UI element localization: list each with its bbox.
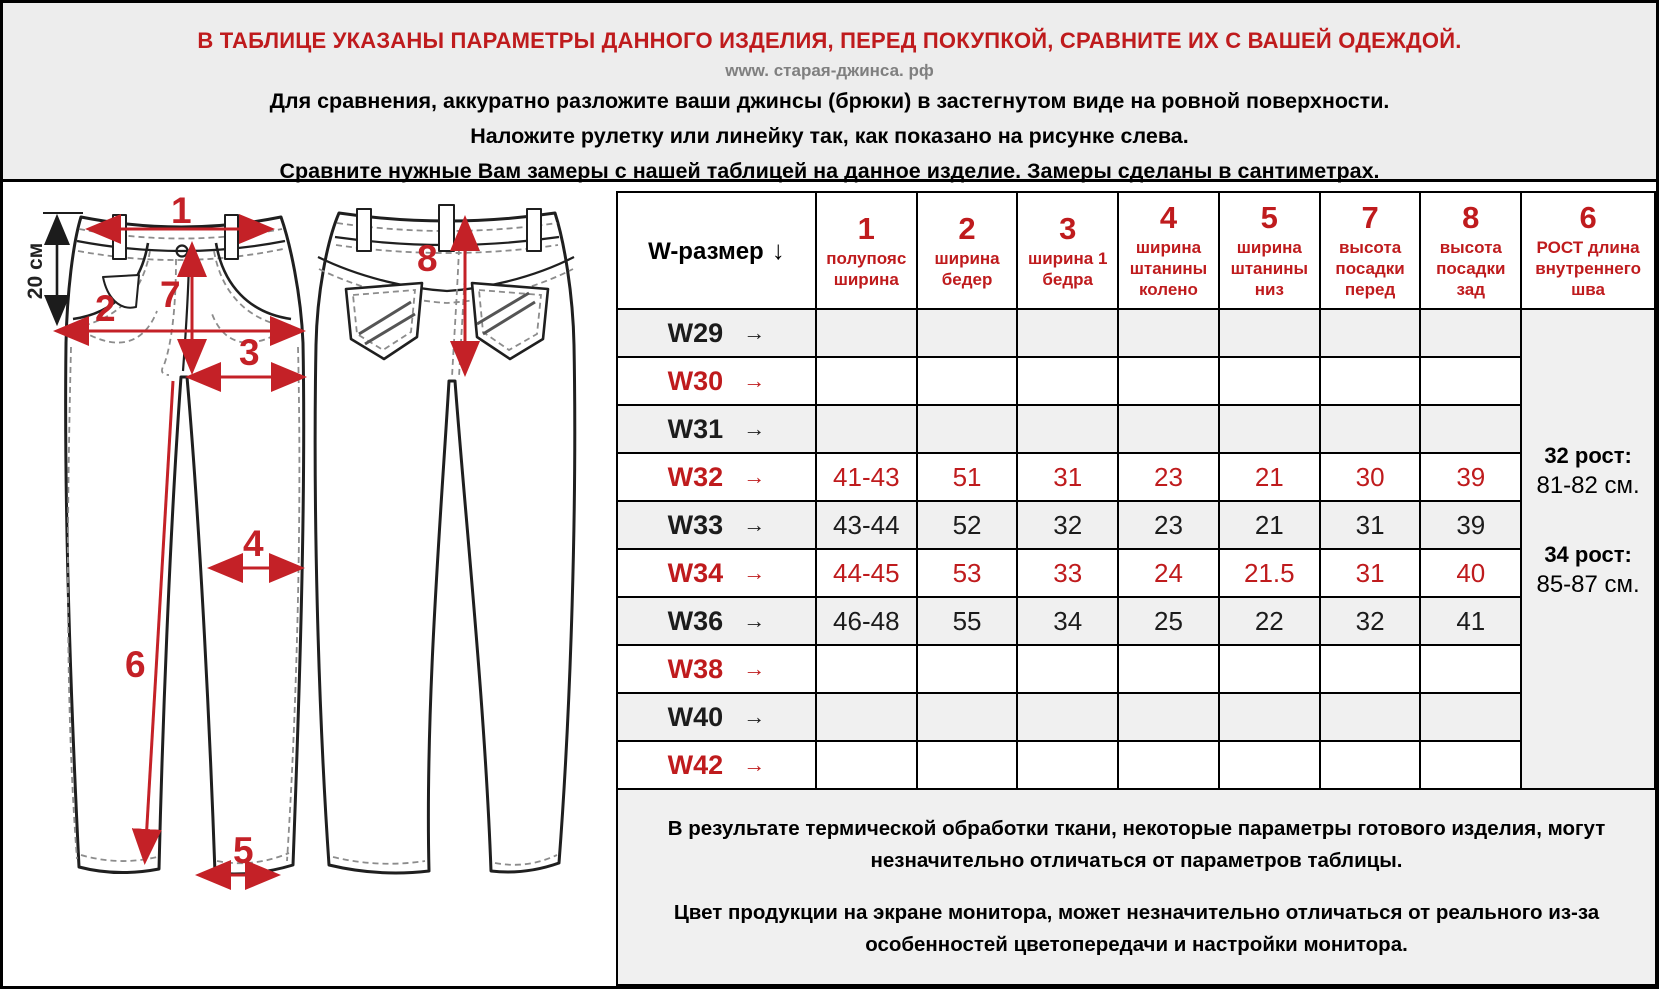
down-arrow-icon: ↓ <box>771 235 785 265</box>
growth-note-32: 32 рост: 81-82 см. <box>1536 443 1640 499</box>
row-size-label: W42 <box>667 749 724 780</box>
row-size-label: W29 <box>667 317 724 348</box>
table-row-w31 <box>617 405 1655 453</box>
table-row-w42 <box>617 741 1655 789</box>
table-row-w33: W33 → 43-44 52 32 23 21 31 39 <box>617 501 1655 549</box>
column-header-3: 3 ширина 1 бедра <box>1017 192 1118 309</box>
row-size-label: W30 <box>667 365 724 396</box>
row-size-label: W32 <box>667 461 724 492</box>
right-arrow-icon: → <box>743 463 766 489</box>
growth-merged-cell <box>1521 309 1655 789</box>
size-table <box>616 191 1656 790</box>
measure-label-8: 8 <box>417 238 438 279</box>
column-header-8: 8 высота посадки зад <box>1420 192 1521 309</box>
table-row-w36: W36 → 46-48 55 34 25 22 32 41 <box>617 597 1655 645</box>
disclaimer-notes <box>616 788 1657 986</box>
instruction-line-2: Наложите рулетку или линейку так, как показано на рисунке слева. <box>470 124 1189 148</box>
measure-label-2: 2 <box>95 288 116 329</box>
right-arrow-icon: → <box>743 607 766 633</box>
right-arrow-icon: → <box>743 703 766 729</box>
right-arrow-icon: → <box>743 655 766 681</box>
column-header-5: 5 ширина штанины низ <box>1219 192 1320 309</box>
right-arrow-icon: → <box>743 415 766 441</box>
note-color: Цвет продукции на экране монитора, может незначительно отличаться от реального из-за особенностей цветопередачи и настройки монитора. <box>673 901 1600 956</box>
instruction-line-3: Сравните нужные Вам замеры с нашей таблицей на данное изделие. Замеры сделаны в сантиметрах. <box>279 159 1380 183</box>
growth-note-34: 34 рост: 85-87 см. <box>1536 542 1640 598</box>
table-row-w30 <box>617 357 1655 405</box>
column-header-4: 4 ширина штанины колено <box>1118 192 1219 309</box>
right-arrow-icon: → <box>743 367 766 393</box>
row-size-label: W40 <box>667 701 724 732</box>
measure-label-7: 7 <box>160 274 181 315</box>
row-size-label: W34 <box>667 557 724 588</box>
note-fabric: В результате термической обработки ткани, некоторые параметры готового изделия, могут незначительно отличаться от параметров таблицы. <box>667 817 1606 872</box>
measure-label-4: 4 <box>243 523 264 564</box>
right-arrow-icon: → <box>743 319 766 345</box>
row-size-label: W36 <box>667 605 724 636</box>
table-row-w40 <box>617 693 1655 741</box>
table-row-w34: W34 → 44-45 53 33 24 21.5 31 40 <box>617 549 1655 597</box>
website-label: www. старая-джинса. рф <box>725 61 934 80</box>
instruction-band <box>3 3 1656 182</box>
page-title: В ТАБЛИЦЕ УКАЗАНЫ ПАРАМЕТРЫ ДАННОГО ИЗДЕЛИЯ, ПЕРЕД ПОКУПКОЙ, СРАВНИТЕ ИХ С ВАШЕЙ ОДЕЖДОЙ. <box>197 28 1462 53</box>
jeans-measurement-diagram <box>13 185 591 987</box>
column-header-6-growth: 6 РОСТ длина внутреннего шва <box>1521 192 1655 309</box>
table-row-w32: W32 → 41-43 51 31 23 21 30 39 <box>617 453 1655 501</box>
table-row-w38 <box>617 645 1655 693</box>
table-header-row <box>617 192 1655 309</box>
dimension-20cm-label: 20 см <box>24 242 47 300</box>
measure-label-5: 5 <box>233 830 254 871</box>
measure-label-3: 3 <box>239 332 260 373</box>
column-header-7: 7 высота посадки перед <box>1320 192 1421 309</box>
measure-label-1: 1 <box>171 190 192 231</box>
column-header-2: 2 ширина бедер <box>917 192 1018 309</box>
row-size-label: W31 <box>667 413 724 444</box>
column-header-1: 1 полупояс ширина <box>816 192 917 309</box>
jeans-back-view <box>315 205 575 873</box>
size-column-header <box>617 192 816 309</box>
right-arrow-icon: → <box>743 559 766 585</box>
row-size-label: W38 <box>667 653 724 684</box>
size-header-text: W-размер <box>648 238 764 265</box>
instruction-line-1: Для сравнения, аккуратно разложите ваши джинсы (брюки) в застегнутом виде на ровной поверхности. <box>269 89 1390 113</box>
measure-label-6: 6 <box>125 644 146 685</box>
right-arrow-icon: → <box>743 511 766 537</box>
table-row-w29 <box>617 309 1655 357</box>
row-size-label: W33 <box>667 509 724 540</box>
right-arrow-icon: → <box>743 751 766 777</box>
